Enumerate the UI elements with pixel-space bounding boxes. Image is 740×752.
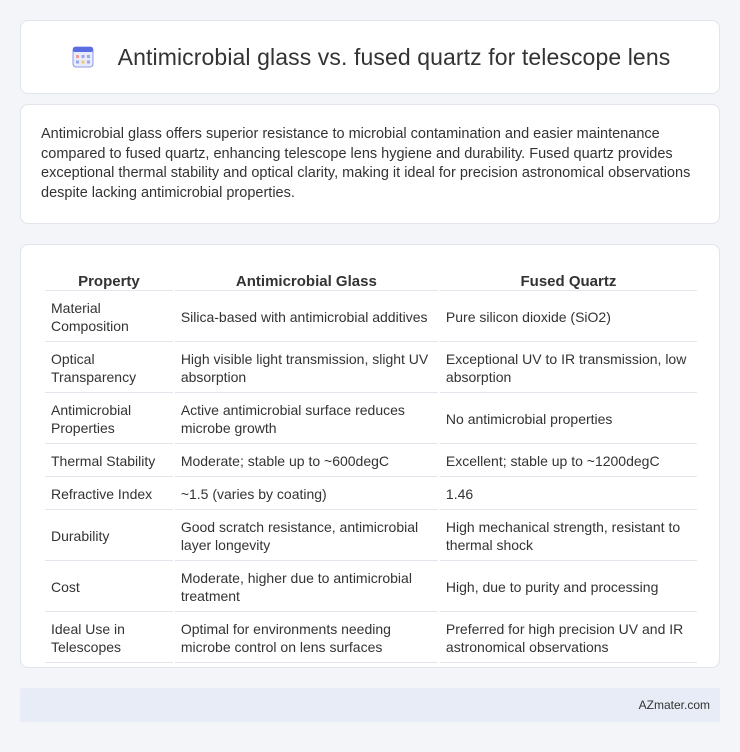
table-cell: Material Composition	[45, 293, 173, 342]
table-row	[45, 512, 697, 561]
intro-card	[20, 104, 720, 224]
table-cell: Antimicrobial Properties	[45, 395, 173, 444]
table-cell: Preferred for high precision UV and IR astronomical observations	[440, 614, 697, 663]
comparison-table-card	[20, 244, 720, 668]
table-row	[45, 395, 697, 444]
table-cell: Thermal Stability	[45, 446, 173, 477]
table-row	[45, 446, 697, 477]
title-card	[20, 20, 720, 94]
table-cell: Excellent; stable up to ~1200degC	[440, 446, 697, 477]
comparison-table	[43, 265, 699, 665]
header-fused-quartz: Fused Quartz	[440, 267, 697, 291]
table-icon	[70, 44, 96, 70]
table-row	[45, 563, 697, 612]
table-cell: Ideal Use in Telescopes	[45, 614, 173, 663]
intro-text: Antimicrobial glass offers superior resistance to microbial contamination and easier maintenance compared to fused quartz, enhancing telescope lens hygiene and durability. Fused quartz provides exceptional thermal stability and optical clarity, making it ideal for precision astronomical observations despite lacking antimicrobial properties.	[41, 126, 691, 201]
table-row	[45, 293, 697, 342]
table-cell: Optical Transparency	[45, 344, 173, 393]
table-cell: Cost	[45, 563, 173, 612]
table-row	[45, 479, 697, 510]
table-cell: High visible light transmission, slight UV absorption	[175, 344, 438, 393]
header-property: Property	[45, 267, 173, 291]
table-cell: ~1.5 (varies by coating)	[175, 479, 438, 510]
table-cell: Active antimicrobial surface reduces microbe growth	[175, 395, 438, 444]
table-cell: Optimal for environments needing microbe control on lens surfaces	[175, 614, 438, 663]
table-cell: No antimicrobial properties	[440, 395, 697, 444]
footer-bar	[20, 688, 720, 722]
table-row	[45, 344, 697, 393]
header-antimicrobial-glass: Antimicrobial Glass	[175, 267, 438, 291]
table-cell: Exceptional UV to IR transmission, low absorption	[440, 344, 697, 393]
table-cell: Good scratch resistance, antimicrobial layer longevity	[175, 512, 438, 561]
table-header-row	[45, 267, 697, 291]
table-cell: Refractive Index	[45, 479, 173, 510]
table-cell: High, due to purity and processing	[440, 563, 697, 612]
table-cell: Moderate, higher due to antimicrobial treatment	[175, 563, 438, 612]
table-cell: Silica-based with antimicrobial additives	[175, 293, 438, 342]
footer-brand: AZmater.com	[638, 698, 710, 712]
table-cell: 1.46	[440, 479, 697, 510]
table-row	[45, 614, 697, 663]
table-cell: Pure silicon dioxide (SiO2)	[440, 293, 697, 342]
table-cell: Durability	[45, 512, 173, 561]
page-title: Antimicrobial glass vs. fused quartz for telescope lens	[117, 43, 671, 70]
table-cell: High mechanical strength, resistant to thermal shock	[440, 512, 697, 561]
table-cell: Moderate; stable up to ~600degC	[175, 446, 438, 477]
